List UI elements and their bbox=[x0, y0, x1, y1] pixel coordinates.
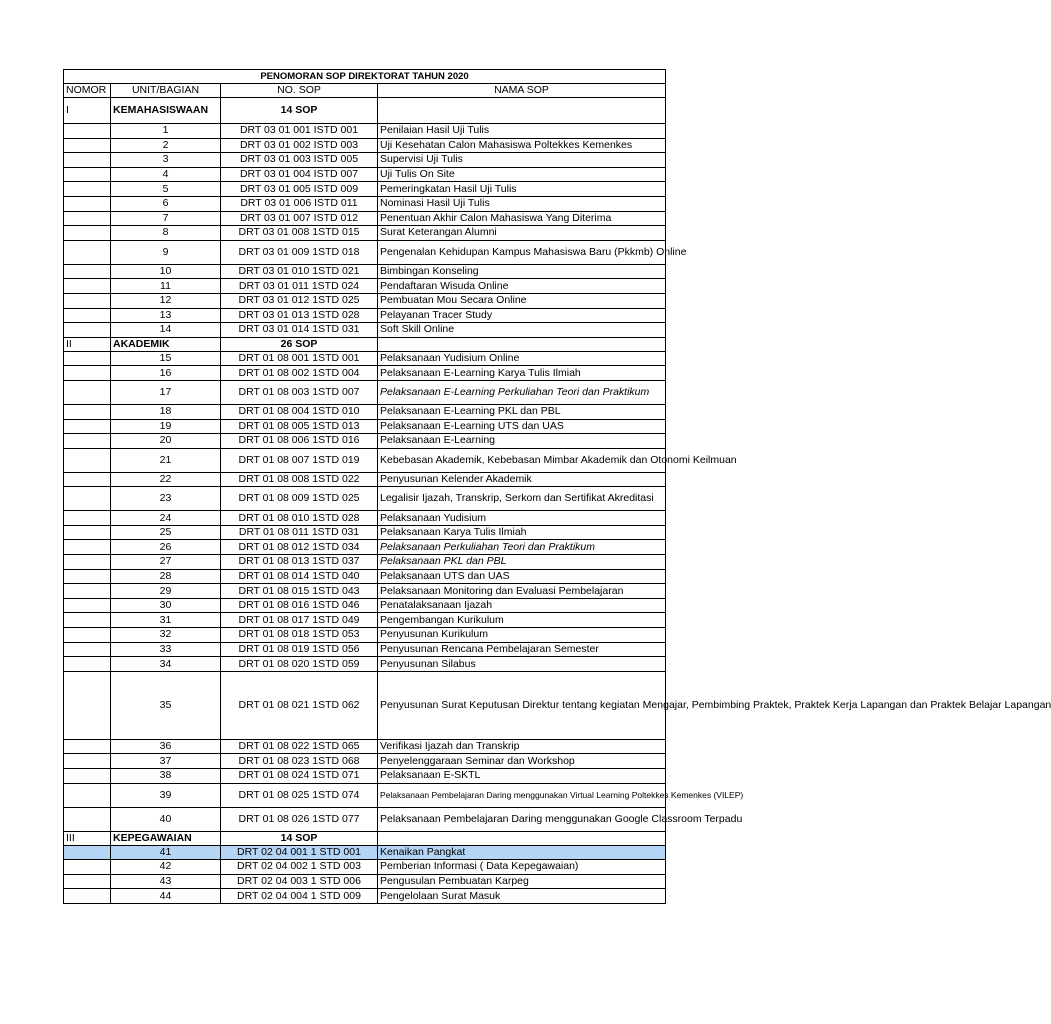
table-row bbox=[64, 153, 666, 168]
row-sop-name: Pelayanan Tracer Study bbox=[378, 308, 666, 323]
table-row bbox=[64, 569, 666, 584]
section-empty-cell bbox=[378, 831, 666, 845]
row-sop-name: Supervisi Uji Tulis bbox=[378, 153, 666, 168]
table-row bbox=[64, 642, 666, 657]
row-number: 33 bbox=[111, 642, 221, 657]
table-row bbox=[64, 860, 666, 875]
table-row bbox=[64, 434, 666, 449]
row-sop-name: Verifikasi Ijazah dan Transkrip bbox=[378, 739, 666, 754]
section-number: III bbox=[64, 831, 111, 845]
row-sop-code: DRT 01 08 023 1STD 068 bbox=[221, 754, 378, 769]
section-empty-cell bbox=[378, 98, 666, 124]
row-no-empty bbox=[64, 584, 111, 599]
row-number: 35 bbox=[111, 671, 221, 739]
row-no-empty bbox=[64, 511, 111, 526]
table-row bbox=[64, 555, 666, 570]
row-sop-code: DRT 01 08 024 1STD 071 bbox=[221, 769, 378, 784]
section-unit: AKADEMIK bbox=[111, 337, 221, 351]
table-row bbox=[64, 754, 666, 769]
row-sop-name: Pembuatan Mou Secara Online bbox=[378, 293, 666, 308]
section-sop-count: 14 SOP bbox=[221, 98, 378, 124]
row-sop-code: DRT 03 01 004 ISTD 007 bbox=[221, 167, 378, 182]
row-no-empty bbox=[64, 540, 111, 555]
table-row bbox=[64, 739, 666, 754]
row-sop-code: DRT 01 08 003 1STD 007 bbox=[221, 380, 378, 404]
row-sop-code: DRT 01 08 001 1STD 001 bbox=[221, 351, 378, 366]
row-sop-code: DRT 01 08 007 1STD 019 bbox=[221, 448, 378, 472]
row-sop-name: Pelaksanaan Karya Tulis Ilmiah bbox=[378, 525, 666, 540]
row-no-empty bbox=[64, 293, 111, 308]
title-row bbox=[64, 70, 666, 84]
row-sop-name: Pelaksanaan E-Learning UTS dan UAS bbox=[378, 419, 666, 434]
table-row bbox=[64, 448, 666, 472]
row-number: 9 bbox=[111, 240, 221, 264]
row-number: 18 bbox=[111, 404, 221, 419]
row-sop-code: DRT 01 08 004 1STD 010 bbox=[221, 404, 378, 419]
row-number: 36 bbox=[111, 739, 221, 754]
row-sop-code: DRT 01 08 002 1STD 004 bbox=[221, 366, 378, 381]
row-number: 29 bbox=[111, 584, 221, 599]
row-sop-code: DRT 03 01 001 ISTD 001 bbox=[221, 124, 378, 139]
row-no-empty bbox=[64, 167, 111, 182]
sop-table bbox=[63, 69, 1051, 904]
table-row bbox=[64, 487, 666, 511]
row-sop-name: Pemberian Informasi ( Data Kepegawaian) bbox=[378, 860, 666, 875]
row-sop-code: DRT 01 08 013 1STD 037 bbox=[221, 555, 378, 570]
row-no-empty bbox=[64, 874, 111, 889]
row-sop-code: DRT 03 01 002 ISTD 003 bbox=[221, 138, 378, 153]
row-sop-code: DRT 01 08 009 1STD 025 bbox=[221, 487, 378, 511]
row-number: 17 bbox=[111, 380, 221, 404]
header-no-sop: NO. SOP bbox=[221, 84, 378, 98]
row-no-empty bbox=[64, 783, 111, 807]
row-no-empty bbox=[64, 657, 111, 672]
row-sop-name: Kenaikan Pangkat bbox=[378, 845, 666, 860]
header-nama-sop: NAMA SOP bbox=[378, 84, 666, 98]
row-sop-name: Pengelolaan Surat Masuk bbox=[378, 889, 666, 904]
row-no-empty bbox=[64, 211, 111, 226]
row-sop-name: Pelaksanaan Yudisium Online bbox=[378, 351, 666, 366]
row-no-empty bbox=[64, 366, 111, 381]
row-no-empty bbox=[64, 404, 111, 419]
table-row bbox=[64, 472, 666, 487]
row-no-empty bbox=[64, 380, 111, 404]
row-no-empty bbox=[64, 860, 111, 875]
table-row bbox=[64, 628, 666, 643]
table-row bbox=[64, 323, 666, 338]
row-no-empty bbox=[64, 182, 111, 197]
header-row bbox=[64, 84, 666, 98]
row-sop-code: DRT 03 01 011 1STD 024 bbox=[221, 279, 378, 294]
row-number: 11 bbox=[111, 279, 221, 294]
row-sop-code: DRT 03 01 008 1STD 015 bbox=[221, 226, 378, 241]
row-sop-name: Surat Keterangan Alumni bbox=[378, 226, 666, 241]
row-no-empty bbox=[64, 351, 111, 366]
table-title: PENOMORAN SOP DIREKTORAT TAHUN 2020 bbox=[64, 70, 666, 84]
row-number: 28 bbox=[111, 569, 221, 584]
row-sop-code: DRT 03 01 013 1STD 028 bbox=[221, 308, 378, 323]
table-row bbox=[64, 525, 666, 540]
row-no-empty bbox=[64, 472, 111, 487]
row-number: 14 bbox=[111, 323, 221, 338]
row-sop-code: DRT 01 08 022 1STD 065 bbox=[221, 739, 378, 754]
header-nomor: NOMOR bbox=[64, 84, 111, 98]
section-unit: KEMAHASISWAAN bbox=[111, 98, 221, 124]
row-no-empty bbox=[64, 613, 111, 628]
row-no-empty bbox=[64, 807, 111, 831]
table-row bbox=[64, 874, 666, 889]
section-unit: KEPEGAWAIAN bbox=[111, 831, 221, 845]
row-no-empty bbox=[64, 448, 111, 472]
row-number: 37 bbox=[111, 754, 221, 769]
row-number: 39 bbox=[111, 783, 221, 807]
row-sop-code: DRT 01 08 016 1STD 046 bbox=[221, 598, 378, 613]
table-row bbox=[64, 671, 666, 739]
row-no-empty bbox=[64, 754, 111, 769]
row-number: 23 bbox=[111, 487, 221, 511]
row-number: 15 bbox=[111, 351, 221, 366]
row-sop-name: Pelaksanaan E-Learning Perkuliahan Teori dan Praktikum bbox=[378, 380, 666, 404]
row-number: 16 bbox=[111, 366, 221, 381]
row-no-empty bbox=[64, 153, 111, 168]
table-row bbox=[64, 889, 666, 904]
row-no-empty bbox=[64, 739, 111, 754]
row-no-empty bbox=[64, 196, 111, 211]
row-sop-name: Pelaksanaan UTS dan UAS bbox=[378, 569, 666, 584]
row-number: 13 bbox=[111, 308, 221, 323]
row-no-empty bbox=[64, 487, 111, 511]
row-sop-name: Pelaksanaan Pembelajaran Daring menggunakan Virtual Learning Poltekkes Kemenkes (VILEP) bbox=[378, 783, 666, 807]
row-no-empty bbox=[64, 889, 111, 904]
row-sop-code: DRT 01 08 021 1STD 062 bbox=[221, 671, 378, 739]
table-row bbox=[64, 308, 666, 323]
table-row bbox=[64, 138, 666, 153]
row-number: 40 bbox=[111, 807, 221, 831]
row-sop-code: DRT 03 01 012 1STD 025 bbox=[221, 293, 378, 308]
row-number: 26 bbox=[111, 540, 221, 555]
row-number: 22 bbox=[111, 472, 221, 487]
table-row bbox=[64, 240, 666, 264]
row-number: 6 bbox=[111, 196, 221, 211]
section-sop-count: 26 SOP bbox=[221, 337, 378, 351]
table-row bbox=[64, 419, 666, 434]
row-no-empty bbox=[64, 308, 111, 323]
row-sop-code: DRT 03 01 010 1STD 021 bbox=[221, 264, 378, 279]
row-no-empty bbox=[64, 279, 111, 294]
row-sop-code: DRT 01 08 015 1STD 043 bbox=[221, 584, 378, 599]
row-number: 30 bbox=[111, 598, 221, 613]
row-sop-code: DRT 02 04 003 1 STD 006 bbox=[221, 874, 378, 889]
row-no-empty bbox=[64, 124, 111, 139]
table-row bbox=[64, 613, 666, 628]
row-no-empty bbox=[64, 138, 111, 153]
table-row bbox=[64, 124, 666, 139]
row-sop-code: DRT 01 08 014 1STD 040 bbox=[221, 569, 378, 584]
row-sop-name: Soft Skill Online bbox=[378, 323, 666, 338]
row-sop-code: DRT 03 01 005 ISTD 009 bbox=[221, 182, 378, 197]
row-no-empty bbox=[64, 264, 111, 279]
row-sop-code: DRT 01 08 018 1STD 053 bbox=[221, 628, 378, 643]
table-row bbox=[64, 540, 666, 555]
row-sop-name: Penyelenggaraan Seminar dan Workshop bbox=[378, 754, 666, 769]
row-sop-name: Nominasi Hasil Uji Tulis bbox=[378, 196, 666, 211]
row-no-empty bbox=[64, 769, 111, 784]
table-row bbox=[64, 279, 666, 294]
row-sop-name: Penyusunan Surat Keputusan Direktur tentang kegiatan Mengajar, Pembimbing Praktek, Praktek Kerja Lapangan dan Praktek Belajar Lapangan bbox=[378, 671, 666, 739]
row-no-empty bbox=[64, 598, 111, 613]
row-sop-name: Pelaksanaan E-Learning bbox=[378, 434, 666, 449]
row-number: 34 bbox=[111, 657, 221, 672]
row-no-empty bbox=[64, 845, 111, 860]
row-number: 20 bbox=[111, 434, 221, 449]
row-no-empty bbox=[64, 419, 111, 434]
table-row bbox=[64, 264, 666, 279]
row-number: 1 bbox=[111, 124, 221, 139]
row-number: 41 bbox=[111, 845, 221, 860]
row-no-empty bbox=[64, 569, 111, 584]
row-no-empty bbox=[64, 226, 111, 241]
row-sop-name: Penyusunan Silabus bbox=[378, 657, 666, 672]
table-row bbox=[64, 366, 666, 381]
row-no-empty bbox=[64, 555, 111, 570]
table-row bbox=[64, 584, 666, 599]
row-no-empty bbox=[64, 642, 111, 657]
table-row bbox=[64, 783, 666, 807]
row-no-empty bbox=[64, 323, 111, 338]
row-sop-code: DRT 01 08 012 1STD 034 bbox=[221, 540, 378, 555]
row-sop-name: Pengusulan Pembuatan Karpeg bbox=[378, 874, 666, 889]
table-row bbox=[64, 598, 666, 613]
table-row bbox=[64, 226, 666, 241]
row-number: 25 bbox=[111, 525, 221, 540]
row-sop-name: Pelaksanaan E-Learning PKL dan PBL bbox=[378, 404, 666, 419]
row-no-empty bbox=[64, 671, 111, 739]
row-sop-code: DRT 01 08 020 1STD 059 bbox=[221, 657, 378, 672]
table-row bbox=[64, 196, 666, 211]
row-number: 27 bbox=[111, 555, 221, 570]
row-no-empty bbox=[64, 240, 111, 264]
row-number: 19 bbox=[111, 419, 221, 434]
row-number: 42 bbox=[111, 860, 221, 875]
row-no-empty bbox=[64, 525, 111, 540]
table-row bbox=[64, 769, 666, 784]
row-sop-code: DRT 01 08 005 1STD 013 bbox=[221, 419, 378, 434]
row-number: 2 bbox=[111, 138, 221, 153]
row-sop-code: DRT 02 04 001 1 STD 001 bbox=[221, 845, 378, 860]
row-sop-name: Penatalaksanaan Ijazah bbox=[378, 598, 666, 613]
row-sop-code: DRT 03 01 007 ISTD 012 bbox=[221, 211, 378, 226]
section-row bbox=[64, 337, 666, 351]
row-sop-code: DRT 01 08 006 1STD 016 bbox=[221, 434, 378, 449]
row-sop-code: DRT 01 08 010 1STD 028 bbox=[221, 511, 378, 526]
row-sop-name: Uji Tulis On Site bbox=[378, 167, 666, 182]
row-sop-name: Pemeringkatan Hasil Uji Tulis bbox=[378, 182, 666, 197]
section-row bbox=[64, 831, 666, 845]
row-sop-name: Pelaksanaan Pembelajaran Daring menggunakan Google Classroom Terpadu bbox=[378, 807, 666, 831]
row-sop-name: Penyusunan Kurikulum bbox=[378, 628, 666, 643]
row-sop-name: Pelaksanaan E-SKTL bbox=[378, 769, 666, 784]
table-row bbox=[64, 211, 666, 226]
row-sop-name: Pengembangan Kurikulum bbox=[378, 613, 666, 628]
row-number: 21 bbox=[111, 448, 221, 472]
row-sop-name: Pendaftaran Wisuda Online bbox=[378, 279, 666, 294]
row-sop-code: DRT 01 08 011 1STD 031 bbox=[221, 525, 378, 540]
row-sop-code: DRT 03 01 009 1STD 018 bbox=[221, 240, 378, 264]
table-row bbox=[64, 845, 666, 860]
row-sop-name: Pelaksanaan Yudisium bbox=[378, 511, 666, 526]
row-sop-code: DRT 03 01 014 1STD 031 bbox=[221, 323, 378, 338]
table-row bbox=[64, 657, 666, 672]
row-number: 31 bbox=[111, 613, 221, 628]
table-row bbox=[64, 351, 666, 366]
table-row bbox=[64, 380, 666, 404]
row-sop-name: Legalisir Ijazah, Transkrip, Serkom dan Sertifikat Akreditasi bbox=[378, 487, 666, 511]
row-number: 8 bbox=[111, 226, 221, 241]
row-number: 24 bbox=[111, 511, 221, 526]
row-sop-code: DRT 02 04 002 1 STD 003 bbox=[221, 860, 378, 875]
row-number: 5 bbox=[111, 182, 221, 197]
row-sop-code: DRT 01 08 017 1STD 049 bbox=[221, 613, 378, 628]
row-sop-name: Penyusunan Rencana Pembelajaran Semester bbox=[378, 642, 666, 657]
row-sop-code: DRT 02 04 004 1 STD 009 bbox=[221, 889, 378, 904]
row-number: 10 bbox=[111, 264, 221, 279]
row-sop-code: DRT 03 01 003 ISTD 005 bbox=[221, 153, 378, 168]
row-number: 43 bbox=[111, 874, 221, 889]
row-sop-name: Kebebasan Akademik, Kebebasan Mimbar Akademik dan Otonomi Keilmuan bbox=[378, 448, 666, 472]
table-row bbox=[64, 167, 666, 182]
row-sop-name: Bimbingan Konseling bbox=[378, 264, 666, 279]
row-sop-name: Penyusunan Kelender Akademik bbox=[378, 472, 666, 487]
table-row bbox=[64, 182, 666, 197]
row-sop-code: DRT 01 08 008 1STD 022 bbox=[221, 472, 378, 487]
header-unit: UNIT/BAGIAN bbox=[111, 84, 221, 98]
row-sop-name: Pelaksanaan E-Learning Karya Tulis Ilmiah bbox=[378, 366, 666, 381]
row-no-empty bbox=[64, 628, 111, 643]
row-number: 44 bbox=[111, 889, 221, 904]
row-number: 12 bbox=[111, 293, 221, 308]
section-empty-cell bbox=[378, 337, 666, 351]
row-sop-name: Penilaian Hasil Uji Tulis bbox=[378, 124, 666, 139]
row-sop-name: Pelaksanaan Perkuliahan Teori dan Praktikum bbox=[378, 540, 666, 555]
row-number: 38 bbox=[111, 769, 221, 784]
row-sop-name: Pelaksanaan Monitoring dan Evaluasi Pembelajaran bbox=[378, 584, 666, 599]
row-number: 32 bbox=[111, 628, 221, 643]
table-row bbox=[64, 404, 666, 419]
row-number: 4 bbox=[111, 167, 221, 182]
row-number: 7 bbox=[111, 211, 221, 226]
row-number: 3 bbox=[111, 153, 221, 168]
row-no-empty bbox=[64, 434, 111, 449]
table-row bbox=[64, 807, 666, 831]
row-sop-name: Pelaksanaan PKL dan PBL bbox=[378, 555, 666, 570]
row-sop-code: DRT 01 08 019 1STD 056 bbox=[221, 642, 378, 657]
row-sop-code: DRT 03 01 006 ISTD 011 bbox=[221, 196, 378, 211]
table-row bbox=[64, 511, 666, 526]
section-number: II bbox=[64, 337, 111, 351]
row-sop-name: Uji Kesehatan Calon Mahasiswa Poltekkes Kemenkes bbox=[378, 138, 666, 153]
table-row bbox=[64, 293, 666, 308]
section-row bbox=[64, 98, 666, 124]
section-sop-count: 14 SOP bbox=[221, 831, 378, 845]
row-sop-name: Pengenalan Kehidupan Kampus Mahasiswa Baru (Pkkmb) Online bbox=[378, 240, 666, 264]
section-number: I bbox=[64, 98, 111, 124]
row-sop-code: DRT 01 08 026 1STD 077 bbox=[221, 807, 378, 831]
row-sop-code: DRT 01 08 025 1STD 074 bbox=[221, 783, 378, 807]
row-sop-name: Penentuan Akhir Calon Mahasiswa Yang Diterima bbox=[378, 211, 666, 226]
